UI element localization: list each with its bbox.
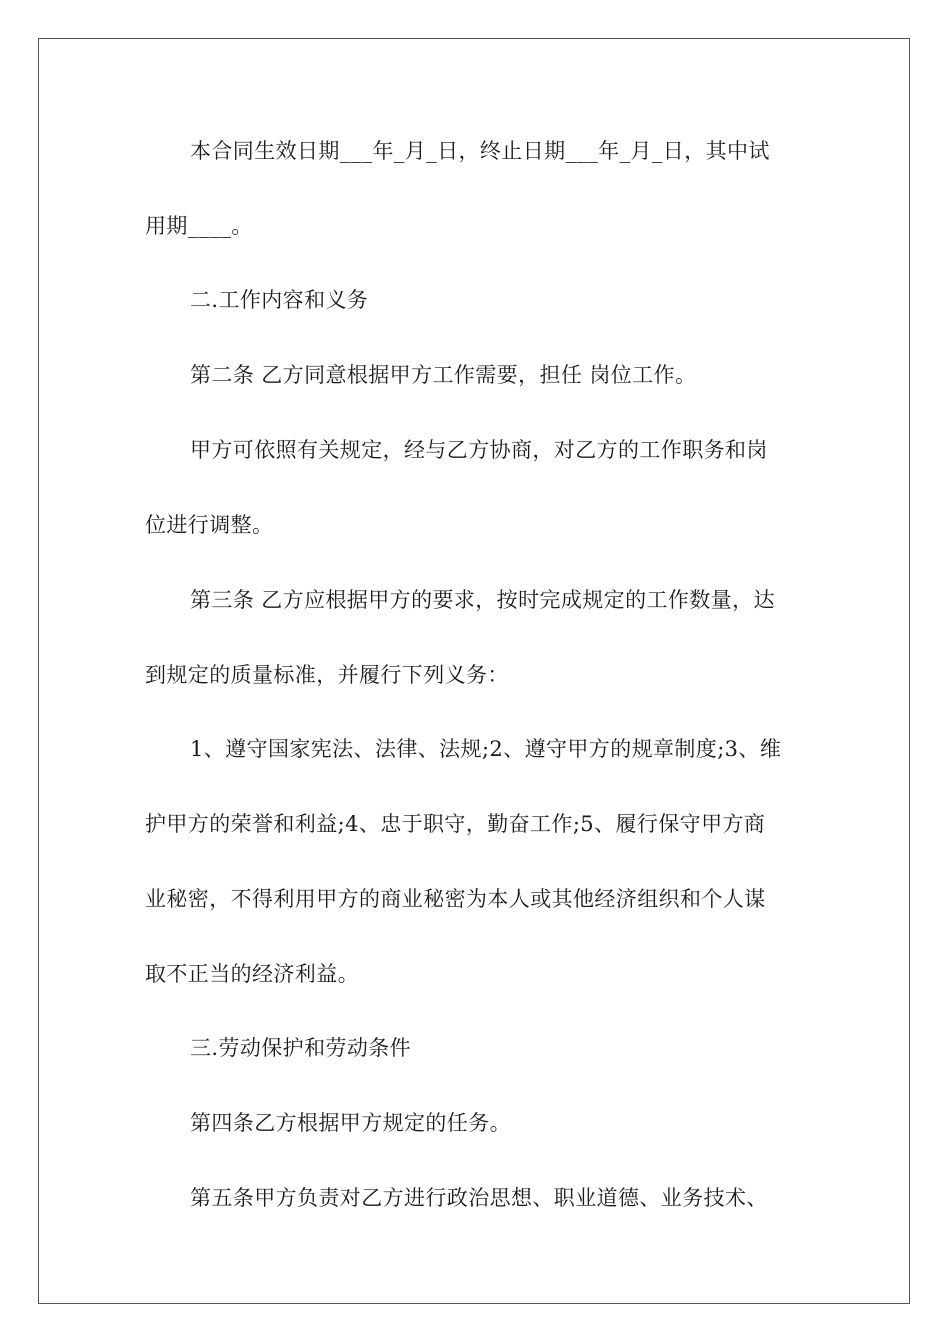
article-4-line: 第四条乙方根据甲方规定的任务。	[190, 1111, 511, 1135]
section-heading-labor-protection: 三.劳动保护和劳动条件	[190, 1036, 412, 1060]
article-3-cont: 到规定的质量标准，并履行下列义务：	[145, 663, 509, 687]
duties-list-line-2: 护甲方的荣誉和利益;4、忠于职守，勤奋工作;5、履行保守甲方商	[145, 812, 766, 836]
duties-list-line-4: 取不正当的经济利益。	[145, 962, 359, 986]
contract-term-line: 本合同生效日期___年_月_日，终止日期___年_月_日，其中试	[190, 139, 770, 163]
section-heading-work-duties: 二.工作内容和义务	[190, 288, 369, 312]
article-2-adjustment-line: 甲方可依照有关规定，经与乙方协商，对乙方的工作职务和岗	[190, 438, 768, 462]
duties-list-line-1: 1、遵守国家宪法、法律、法规;2、遵守甲方的规章制度;3、维	[190, 737, 782, 761]
article-3-line: 第三条 乙方应根据甲方的要求，按时完成规定的工作数量，达	[190, 588, 775, 612]
article-2-adjustment-cont: 位进行调整。	[145, 513, 274, 537]
probation-line: 用期____。	[145, 214, 253, 238]
duties-list-line-3: 业秘密，不得利用甲方的商业秘密为本人或其他经济组织和个人谋	[145, 887, 766, 911]
article-5-line: 第五条甲方负责对乙方进行政治思想、职业道德、业务技术、	[190, 1186, 768, 1210]
article-2-line: 第二条 乙方同意根据甲方工作需要，担任 岗位工作。	[190, 363, 697, 387]
